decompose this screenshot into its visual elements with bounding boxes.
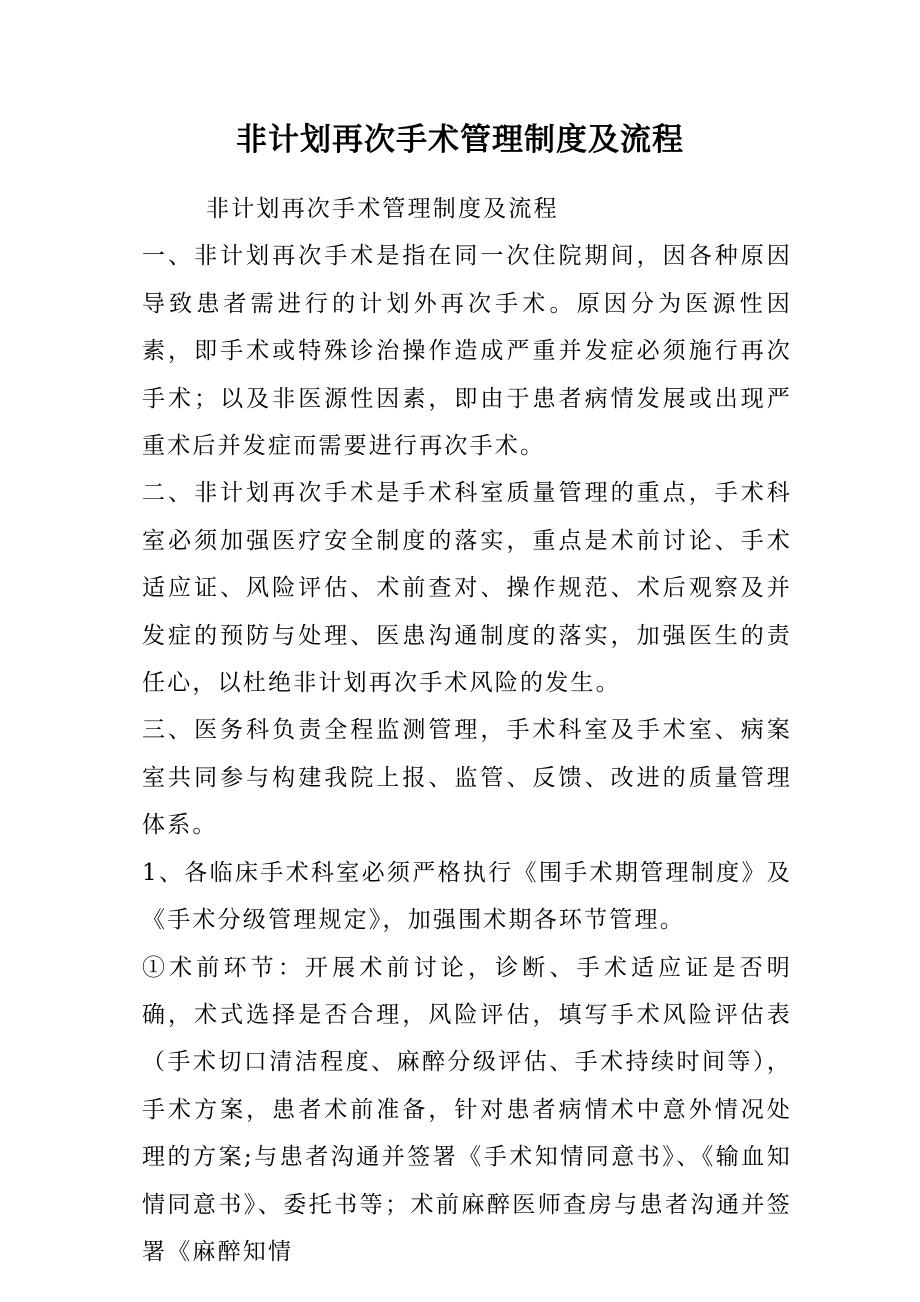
paragraph-section-3: 三、医务科负责全程监测管理，手术科室及手术室、病案室共同参与构建我院上报、监管、反馈、改进的质量管理体系。 (142, 717, 792, 839)
document-subtitle: 非计划再次手术管理制度及流程 (206, 196, 559, 222)
paragraph-item-1: 1、各临床手术科室必须严格执行《围手术期管理制度》及《手术分级管理规定》，加强围术期各环节管理。 (142, 859, 792, 934)
document-title: 非计划再次手术管理制度及流程 (236, 122, 684, 158)
paragraph-preop-stage: ①术前环节：开展术前讨论，诊断、手术适应证是否明确，术式选择是否合理，风险评估，填写手术风险评估表（手术切口清洁程度、麻醉分级评估、手术持续时间等），手术方案，患者术前准备，针对患者病情术中意外情况处理的方案;与患者沟通并签署《手术知情同意书》、《输血知情同意书》、委托书等；术前麻醉医师查房与患者沟通并签署《麻醉知情 (142, 954, 792, 1265)
paragraph-section-1: 一、非计划再次手术是指在同一次住院期间，因各种原因导致患者需进行的计划外再次手术。原因分为医源性因素，即手术或特殊诊治操作造成严重并发症必须施行再次手术；以及非医源性因素，即由于患者病情发展或出现严重术后并发症而需要进行再次手术。 (142, 243, 792, 460)
paragraph-section-2: 二、非计划再次手术是手术科室质量管理的重点，手术科室必须加强医疗安全制度的落实，重点是术前讨论、手术适应证、风险评估、术前查对、操作规范、术后观察及并发症的预防与处理、医患沟通制度的落实，加强医生的责任心，以杜绝非计划再次手术风险的发生。 (142, 480, 792, 697)
document-body (142, 186, 792, 1276)
